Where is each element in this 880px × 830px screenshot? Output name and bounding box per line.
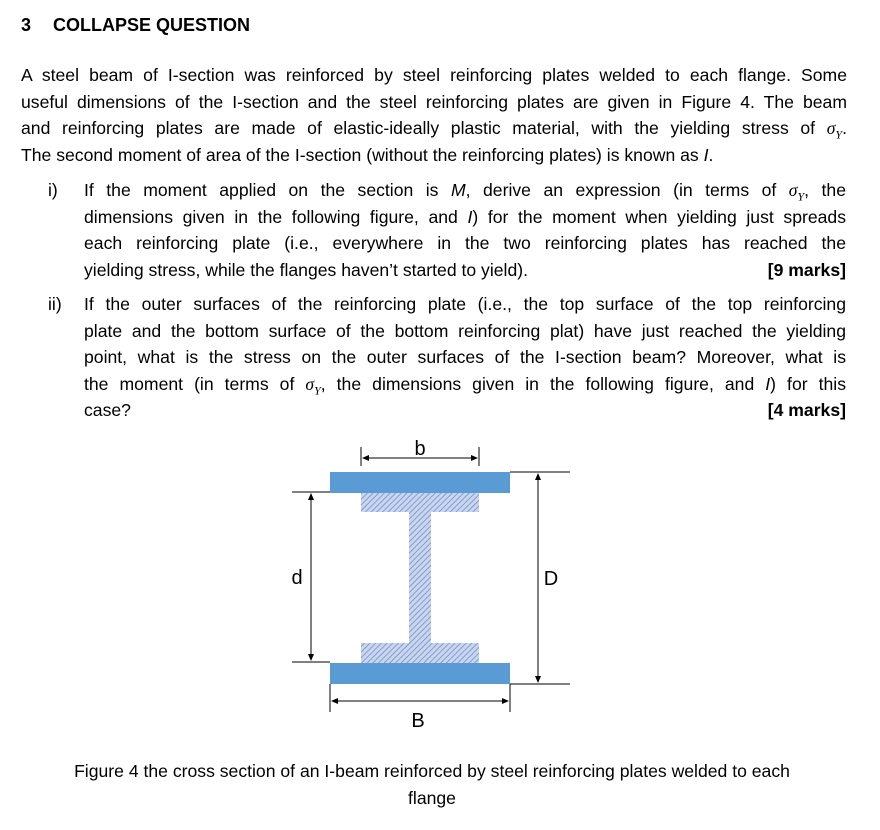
top-reinforcing-plate bbox=[330, 472, 510, 493]
q2-line-2: plate and the bottom surface of the bottom reinforcing plat) have just reached the yielding bbox=[84, 320, 846, 341]
D-label: D bbox=[543, 568, 559, 590]
intro-line-2: useful dimensions of the I-section and the steel reinforcing plates are given in Figure 4. The beam bbox=[21, 91, 847, 112]
b-arrow-left bbox=[362, 455, 369, 461]
question-ii-label: ii) bbox=[48, 294, 62, 314]
I-symbol: I bbox=[703, 144, 709, 165]
q2-marks: [4 marks] bbox=[767, 400, 846, 420]
sigma-subscript: Y bbox=[797, 189, 805, 204]
q2-line-4a: the moment (in terms of bbox=[84, 373, 306, 394]
b-label: b bbox=[414, 438, 426, 460]
D-dimension bbox=[510, 472, 570, 684]
sigma-symbol: σ bbox=[788, 180, 798, 200]
figure-caption bbox=[0, 758, 864, 812]
I-symbol: I bbox=[765, 373, 771, 394]
intro-line-1: A steel beam of I-section was reinforced by steel reinforcing plates welded to each flange. Some bbox=[21, 65, 847, 85]
B-label: B bbox=[411, 710, 425, 732]
q2-line-4b: , the dimensions given in the following figure, and bbox=[320, 373, 766, 394]
b-dimension bbox=[361, 438, 479, 466]
B-arrow-left bbox=[331, 698, 338, 704]
d-arrow-bottom bbox=[308, 654, 314, 661]
web bbox=[409, 512, 431, 643]
intro-line-3-text: and reinforcing plates are made of elastic-ideally plastic material, with the yielding stress of bbox=[21, 118, 827, 138]
D-arrow-top bbox=[535, 473, 541, 480]
q2-line-1: If the outer surfaces of the reinforcing plate (i.e., the top surface of the top reinforcing bbox=[84, 294, 846, 314]
q1-line-2a: dimensions given in the following figure, and bbox=[84, 206, 468, 227]
D-arrow-bottom bbox=[535, 676, 541, 683]
sigma-symbol: σ bbox=[305, 373, 315, 394]
b-arrow-right bbox=[471, 455, 478, 461]
section-number: 3 bbox=[21, 15, 32, 35]
caption-line-1: Figure 4 the cross section of an I-beam reinforced by steel reinforcing plates welded to each bbox=[74, 761, 790, 781]
intro-line-4-text: The second moment of area of the I-section (without the reinforcing plates) is known as bbox=[21, 144, 704, 165]
question-i-label: i) bbox=[48, 180, 58, 200]
top-flange bbox=[361, 493, 479, 512]
sigma-subscript: Y bbox=[314, 383, 321, 398]
caption-line-2: flange bbox=[408, 788, 456, 808]
q1-marks: [9 marks] bbox=[767, 259, 846, 280]
sigma-symbol: σ bbox=[826, 118, 836, 138]
B-dimension bbox=[330, 684, 510, 732]
intro-period: . bbox=[842, 118, 847, 138]
q1-line-3: each reinforcing plate (i.e., everywhere in the two reinforcing plates has reached the bbox=[84, 233, 846, 253]
B-arrow-right bbox=[502, 698, 509, 704]
q1-line-2b: ) for the moment when yielding just spreads bbox=[472, 206, 846, 227]
q1-line-1b: , derive an expression (in terms of bbox=[465, 180, 789, 200]
q2-line-5-text: case? bbox=[84, 400, 131, 420]
section-title: COLLAPSE QUESTION bbox=[53, 15, 251, 35]
d-arrow-top bbox=[308, 493, 314, 500]
intro-end: . bbox=[708, 144, 714, 165]
d-dimension bbox=[291, 492, 330, 662]
q1-line-1c: , the bbox=[804, 180, 846, 200]
q2-line-3: point, what is the stress on the outer surfaces of the I-section beam? Moreover, what is bbox=[84, 347, 846, 367]
M-symbol: M bbox=[450, 180, 466, 200]
bottom-flange bbox=[361, 643, 479, 663]
bottom-reinforcing-plate bbox=[330, 663, 510, 684]
I-symbol: I bbox=[467, 206, 473, 227]
q1-line-1a: If the moment applied on the section is bbox=[84, 180, 451, 200]
q1-line-4-text: yielding stress, while the flanges haven’t started to yield). bbox=[84, 259, 528, 280]
sigma-subscript: Y bbox=[835, 127, 843, 142]
q2-line-4c: ) for this bbox=[770, 373, 846, 394]
d-label: d bbox=[291, 567, 303, 589]
